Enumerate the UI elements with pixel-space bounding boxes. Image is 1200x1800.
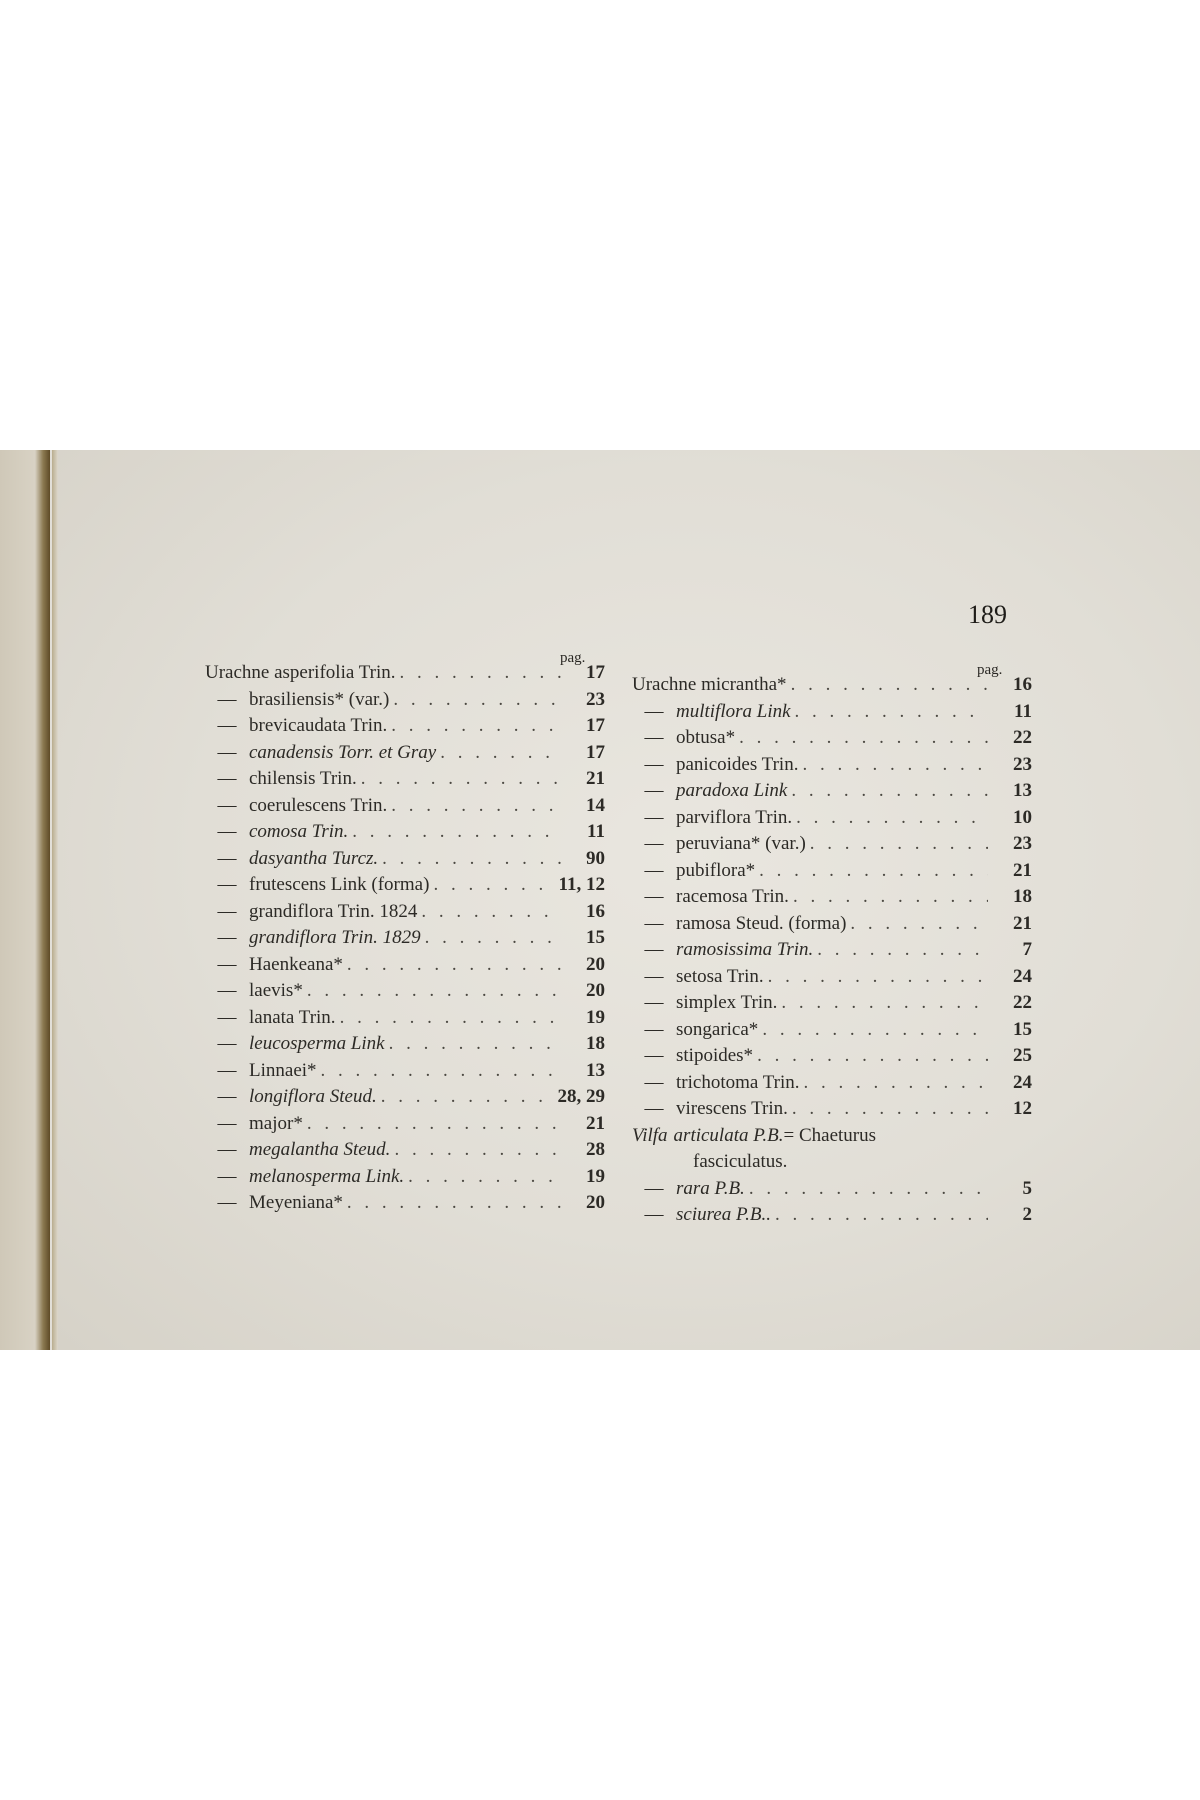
dash-mark: — xyxy=(644,1098,664,1119)
leader-dots xyxy=(347,1192,561,1214)
entry-name: coerulescens Trin. xyxy=(249,794,388,816)
index-entry xyxy=(632,992,1032,1019)
entry-name: peruviana* (var.) xyxy=(676,833,806,854)
entry-name: stipoides* xyxy=(676,1045,754,1066)
vilfa-entry-list xyxy=(632,1178,1032,1231)
left-column-header: pag. xyxy=(560,650,586,666)
entry-name: lanata Trin. xyxy=(249,1006,336,1028)
entry-name: Linnaei* xyxy=(249,1059,317,1081)
entry-page: 17 xyxy=(586,662,605,683)
entry-page: 16 xyxy=(586,900,605,922)
entry-page: 28 xyxy=(586,1139,605,1160)
entry-name: dasyantha Turcz. xyxy=(249,847,379,869)
index-entry xyxy=(632,1204,1032,1231)
leader-dots xyxy=(817,939,988,961)
entry-name: megalantha Steud. xyxy=(249,1139,391,1160)
dash-mark: — xyxy=(644,753,664,775)
vilfa-entry xyxy=(632,1125,1032,1152)
index-entry xyxy=(205,1166,605,1193)
index-entry-first xyxy=(205,662,605,689)
leader-dots xyxy=(381,1086,554,1108)
dash-mark: — xyxy=(217,953,237,975)
entry-name: ramosissima Trin. xyxy=(676,939,814,960)
leader-dots xyxy=(394,1139,561,1161)
leader-dots xyxy=(796,807,988,829)
entry-page: 20 xyxy=(586,980,605,1001)
dash-mark: — xyxy=(217,1165,237,1187)
entry-page: 23 xyxy=(1013,753,1032,775)
index-entry xyxy=(205,1033,605,1060)
dash-mark: — xyxy=(644,1071,664,1093)
entry-name: obtusa* xyxy=(676,727,736,748)
leader-dots xyxy=(389,1033,561,1055)
dash-mark: — xyxy=(217,1033,237,1054)
entry-page: 12 xyxy=(1013,1098,1032,1119)
index-entry xyxy=(205,980,605,1007)
leader-dots xyxy=(352,821,561,843)
entry-name: comosa Trin. xyxy=(249,821,349,842)
dash-mark: — xyxy=(217,874,237,895)
index-entry xyxy=(632,860,1032,887)
index-entry xyxy=(632,780,1032,807)
dash-mark: — xyxy=(644,727,664,748)
leader-dots xyxy=(792,1098,988,1120)
leader-dots xyxy=(433,874,554,896)
index-entry xyxy=(205,1113,605,1140)
leader-dots xyxy=(739,727,988,749)
entry-name: Urachne micrantha* xyxy=(632,674,787,695)
dash-mark: — xyxy=(644,912,664,934)
index-entry xyxy=(632,939,1032,966)
entry-name: racemosa Trin. xyxy=(676,886,789,907)
dash-mark: — xyxy=(217,927,237,948)
entry-name: leucosperma Link xyxy=(249,1033,385,1054)
index-entry xyxy=(632,1072,1032,1099)
entry-name: setosa Trin. xyxy=(676,965,764,987)
index-entry xyxy=(632,886,1032,913)
entry-page: 28, 29 xyxy=(557,1086,605,1107)
dash-mark: — xyxy=(217,1192,237,1213)
entry-page: 21 xyxy=(1013,859,1032,881)
entry-name: parviflora Trin. xyxy=(676,806,793,828)
dash-mark: — xyxy=(217,900,237,922)
entry-page: 19 xyxy=(586,1165,605,1187)
leader-dots xyxy=(793,886,988,908)
index-entry xyxy=(205,1007,605,1034)
entry-name: simplex Trin. xyxy=(676,992,778,1013)
entry-page: 13 xyxy=(586,1059,605,1081)
entry-page: 23 xyxy=(1013,833,1032,854)
right-column-header: pag. xyxy=(977,662,1003,678)
entry-name: multiflora Link xyxy=(676,700,791,722)
entry-name: paradoxa Link xyxy=(676,780,788,801)
entry-name-rest: = Chaeturus xyxy=(783,1124,877,1146)
entry-name: sciurea P.B.. xyxy=(676,1204,771,1225)
entry-name: brevicaudata Trin. xyxy=(249,715,388,736)
leader-dots xyxy=(382,848,561,870)
entry-name: longiflora Steud. xyxy=(249,1086,377,1107)
leader-dots xyxy=(307,1113,561,1135)
entry-page: 23 xyxy=(586,688,605,710)
entry-name: chilensis Trin. xyxy=(249,768,357,789)
entry-name: major* xyxy=(249,1112,303,1134)
leader-dots xyxy=(321,1060,561,1082)
index-entry xyxy=(205,795,605,822)
entry-page: 24 xyxy=(1013,965,1032,987)
entry-page: 21 xyxy=(586,768,605,789)
index-entry xyxy=(205,715,605,742)
entry-name: laevis* xyxy=(249,980,303,1001)
entry-name: pubiflora* xyxy=(676,859,756,881)
index-entry xyxy=(632,807,1032,834)
entry-name: Meyeniana* xyxy=(249,1192,343,1213)
entry-name: Haenkeana* xyxy=(249,953,343,975)
right-index-column xyxy=(632,674,1032,1231)
dash-mark: — xyxy=(644,939,664,960)
entry-page: 22 xyxy=(1013,727,1032,748)
dash-mark: — xyxy=(644,806,664,828)
entry-name: rara P.B. xyxy=(676,1177,745,1199)
entry-page: 24 xyxy=(1013,1071,1032,1093)
index-entry xyxy=(205,768,605,795)
entry-continuation: fasciculatus. xyxy=(693,1151,788,1172)
leader-dots xyxy=(759,860,988,882)
entry-page: 20 xyxy=(586,953,605,975)
index-entry xyxy=(205,1086,605,1113)
index-entry xyxy=(632,1045,1032,1072)
leader-dots xyxy=(791,674,988,696)
entry-page: 5 xyxy=(1022,1177,1032,1199)
dash-mark: — xyxy=(217,1086,237,1107)
left-index-column xyxy=(205,662,605,1219)
entry-name: Urachne asperifolia Trin. xyxy=(205,662,396,683)
index-entry xyxy=(205,848,605,875)
index-entry xyxy=(632,727,1032,754)
entry-name: ramosa Steud. (forma) xyxy=(676,912,847,934)
dash-mark: — xyxy=(217,688,237,710)
dash-mark: — xyxy=(217,1059,237,1081)
index-entry xyxy=(205,1139,605,1166)
index-entry xyxy=(205,821,605,848)
dash-mark: — xyxy=(644,965,664,987)
index-entry xyxy=(632,966,1032,993)
leader-dots xyxy=(757,1045,988,1067)
index-entry xyxy=(205,874,605,901)
leader-dots xyxy=(440,742,561,764)
dash-mark: — xyxy=(644,1018,664,1040)
entry-page: 21 xyxy=(586,1112,605,1134)
dash-mark: — xyxy=(217,768,237,789)
dash-mark: — xyxy=(644,1045,664,1066)
entry-name: frutescens Link (forma) xyxy=(249,874,430,895)
leader-dots xyxy=(795,701,988,723)
book-edge xyxy=(0,450,50,1350)
dash-mark: — xyxy=(644,859,664,881)
leader-dots xyxy=(307,980,561,1002)
entry-page: 18 xyxy=(586,1033,605,1054)
index-entry xyxy=(205,901,605,928)
dash-mark: — xyxy=(644,992,664,1013)
leader-dots xyxy=(781,992,988,1014)
leader-dots xyxy=(768,966,988,988)
entry-page: 10 xyxy=(1013,806,1032,828)
entry-page: 15 xyxy=(586,927,605,948)
index-entry xyxy=(205,927,605,954)
index-entry-first xyxy=(632,674,1032,701)
entry-name: grandiflora Trin. 1824 xyxy=(249,900,418,922)
leader-dots xyxy=(347,954,561,976)
dash-mark: — xyxy=(644,833,664,854)
index-entry xyxy=(632,1019,1032,1046)
leader-dots xyxy=(361,768,561,790)
leader-dots xyxy=(749,1178,988,1200)
dash-mark: — xyxy=(217,847,237,869)
genus-name: Vilfa xyxy=(632,1124,668,1146)
dash-mark: — xyxy=(217,980,237,1001)
leader-dots xyxy=(393,689,561,711)
index-entry xyxy=(632,754,1032,781)
leader-dots xyxy=(399,662,561,684)
entry-page: 18 xyxy=(1013,886,1032,907)
entry-page: 20 xyxy=(586,1192,605,1213)
leader-dots xyxy=(762,1019,988,1041)
entry-page: 90 xyxy=(586,847,605,869)
entry-name: trichotoma Trin. xyxy=(676,1071,800,1093)
page-photo xyxy=(0,450,1200,1350)
dash-mark: — xyxy=(644,886,664,907)
dash-mark: — xyxy=(217,821,237,842)
entry-name: canadensis Torr. et Gray xyxy=(249,741,437,763)
dash-mark: — xyxy=(644,780,664,801)
leader-dots xyxy=(340,1007,561,1029)
dash-mark: — xyxy=(217,1139,237,1160)
index-entry xyxy=(205,1192,605,1219)
leader-dots xyxy=(421,901,561,923)
leader-dots xyxy=(791,780,988,802)
entry-page: 17 xyxy=(586,741,605,763)
entry-page: 17 xyxy=(586,715,605,736)
dash-mark: — xyxy=(217,1112,237,1134)
index-entry xyxy=(632,1178,1032,1205)
vilfa-continuation xyxy=(632,1151,1032,1178)
leader-dots xyxy=(850,913,988,935)
entry-page: 11 xyxy=(587,821,605,842)
entry-name: grandiflora Trin. 1829 xyxy=(249,927,421,948)
dash-mark: — xyxy=(217,715,237,736)
leader-dots xyxy=(408,1166,561,1188)
dash-mark: — xyxy=(217,794,237,816)
dash-mark: — xyxy=(644,1177,664,1199)
index-entry xyxy=(205,742,605,769)
entry-page: 2 xyxy=(1022,1204,1032,1225)
entry-page: 16 xyxy=(1013,674,1032,695)
entry-page: 15 xyxy=(1013,1018,1032,1040)
entry-name: melanosperma Link. xyxy=(249,1165,405,1187)
index-entry xyxy=(205,1060,605,1087)
entry-page: 14 xyxy=(586,794,605,816)
index-entry xyxy=(632,833,1032,860)
leader-dots xyxy=(391,795,561,817)
index-entry xyxy=(205,689,605,716)
entry-page: 25 xyxy=(1013,1045,1032,1066)
index-entry xyxy=(632,913,1032,940)
left-entry-list xyxy=(205,689,605,1219)
leader-dots xyxy=(810,833,988,855)
dash-mark: — xyxy=(644,700,664,722)
page-number: 189 xyxy=(968,600,1007,629)
entry-page: 19 xyxy=(586,1006,605,1028)
entry-page: 21 xyxy=(1013,912,1032,934)
entry-name: brasiliensis* (var.) xyxy=(249,688,390,710)
entry-name: songarica* xyxy=(676,1018,759,1040)
leader-dots xyxy=(425,927,561,949)
entry-name: panicoides Trin. xyxy=(676,753,799,775)
leader-dots xyxy=(802,754,988,776)
right-entry-list xyxy=(632,701,1032,1125)
leader-dots xyxy=(775,1204,988,1226)
leader-dots xyxy=(391,715,561,737)
entry-page: 11, 12 xyxy=(558,874,605,895)
leader-dots xyxy=(804,1072,988,1094)
entry-page: 7 xyxy=(1022,939,1032,960)
index-entry xyxy=(632,1098,1032,1125)
entry-name: virescens Trin. xyxy=(676,1098,788,1119)
entry-page: 22 xyxy=(1013,992,1032,1013)
index-entry xyxy=(205,954,605,981)
entry-name: articulata P.B. xyxy=(673,1124,784,1146)
entry-page: 13 xyxy=(1013,780,1032,801)
dash-mark: — xyxy=(217,1006,237,1028)
dash-mark: — xyxy=(217,741,237,763)
entry-page: 11 xyxy=(1014,700,1032,722)
dash-mark: — xyxy=(644,1204,664,1225)
index-entry xyxy=(632,701,1032,728)
